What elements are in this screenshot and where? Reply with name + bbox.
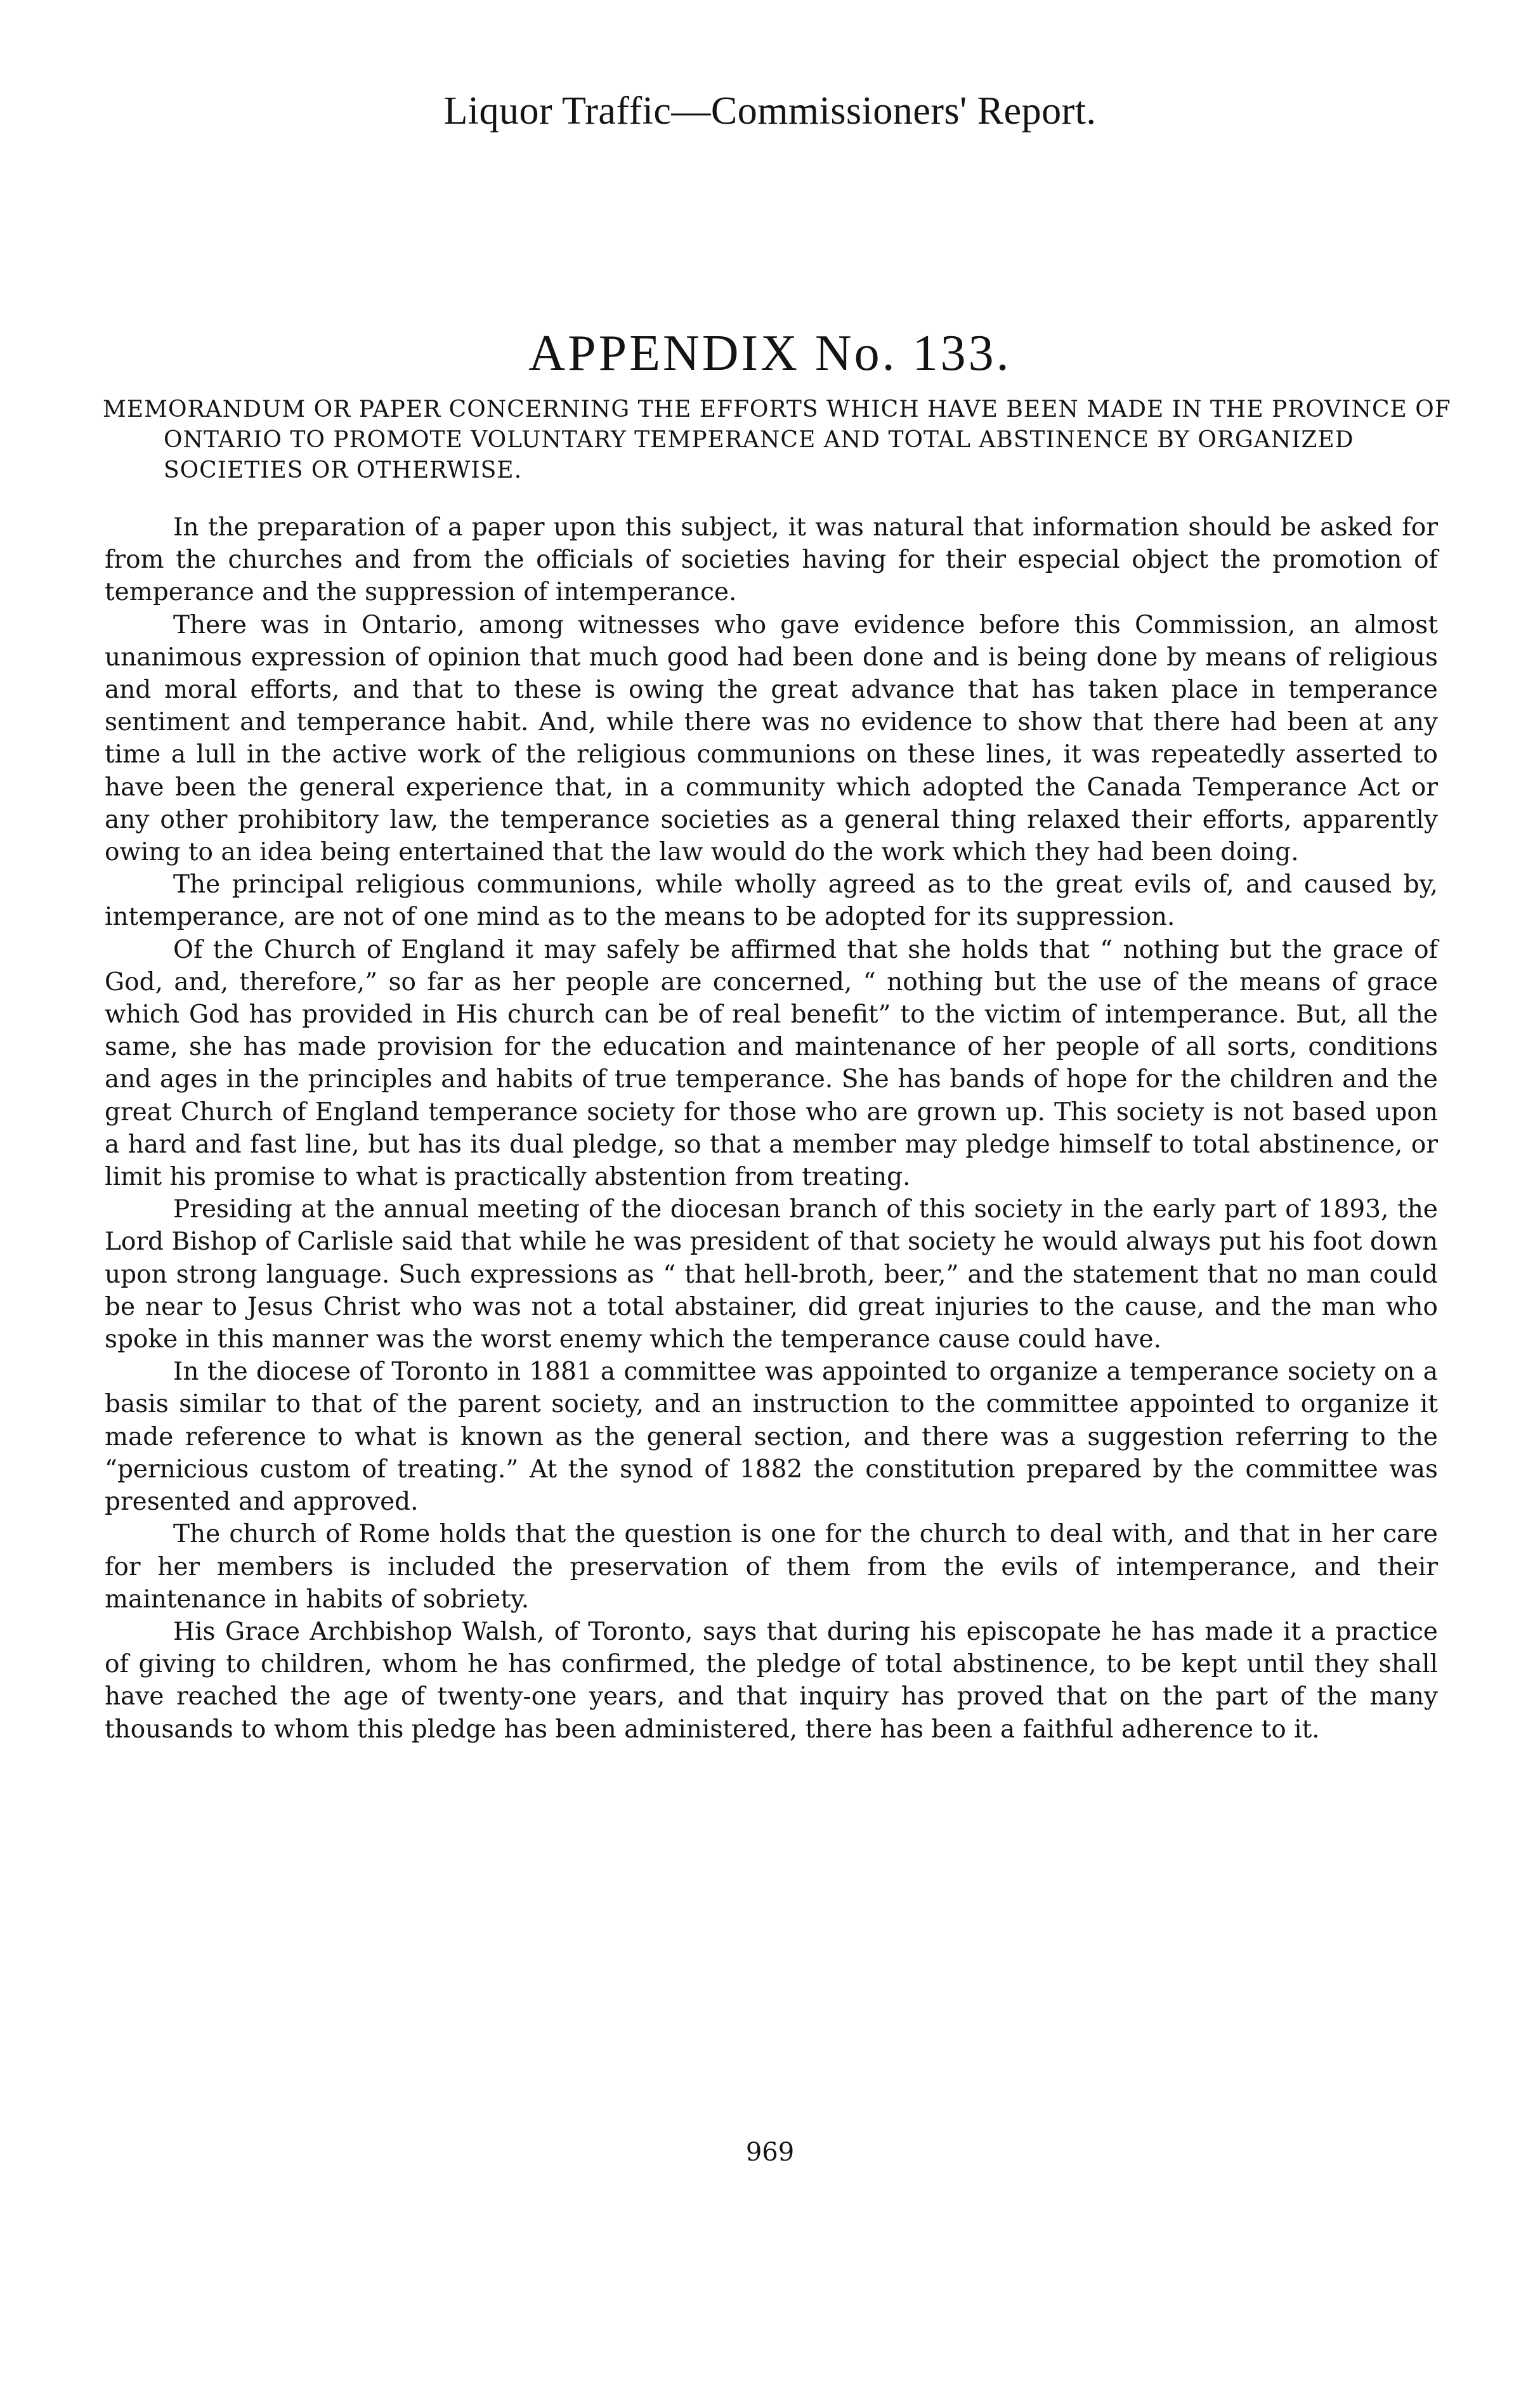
paragraph: His Grace Archbishop Walsh, of Toronto, says that during his episcopate he has made it a practice of giving to children, whom he has confirmed, the pledge of total abstinence, to be kept until they shall have reached the age of twenty-one years, and that inquiry has proved that on the part of the many thousands to whom this pledge has been administered, there has been a faithful adherence to it. <box>105 1617 1438 1744</box>
paragraph: The church of Rome holds that the question is one for the church to deal with, and that in her care for her members is included the preservation of them from the evils of intemperance, and their maintenance in habits of sobriety. <box>105 1520 1438 1614</box>
page-number: 969 <box>745 2138 795 2167</box>
paragraph: Of the Church of England it may safely be affirmed that she holds that “ nothing but the grace of God, and, therefore,” so far as her people are concerned, “ nothing but the use of the means of grace which God has provided in His church can be of real benefit” to the victim of intemperance. But, all the same, she has made provision for the education and maintenance of her people of all sorts, conditions and ages in the principles and habits of true temperance. She has bands of hope for the children and the great Church of England temperance society for those who are grown up. This society is not based upon a hard and fast line, but has its dual pledge, so that a member may pledge himself to total abstinence, or limit his promise to what is practically abstention from treating. <box>105 935 1438 1192</box>
appendix-title: APPENDIX No. 133. <box>528 325 1012 381</box>
memorandum-heading: MEMORANDUM OR PAPER CONCERNING THE EFFORTS WHICH HAVE BEEN MADE IN THE PROVINCE OF ONTARIO TO PROMOTE VOLUNTARY TEMPERANCE AND TOTAL ABSTINENCE BY ORGANIZED SOCIETIES OR OTHERWISE. <box>103 396 1451 483</box>
paragraph: There was in Ontario, among witnesses who gave evidence before this Commission, an almost unanimous expression of opinion that much good had been done and is being done by means of religious and moral efforts, and that to these is owing the great advance that has taken place in temperance sentiment and temperance habit. And, while there was no evidence to show that there had been at any time a lull in the active work of the religious communions on these lines, it was repeatedly asserted to have been the general experience that, in a community which adopted the Canada Temperance Act or any other prohibitory law, the temperance societies as a general thing relaxed their efforts, apparently owing to an idea being entertained that the law would do the work which they had been doing. <box>105 610 1438 867</box>
running-header: Liquor Traffic—Commissioners' Report. <box>443 89 1097 133</box>
paragraph: The principal religious communions, while wholly agreed as to the great evils of, and caused by, intemperance, are not of one mind as to the means to be adopted for its suppression. <box>105 870 1438 932</box>
paragraph: Presiding at the annual meeting of the diocesan branch of this society in the early part of 1893, the Lord Bishop of Carlisle said that while he was president of that society he would always put his foot down upon strong language. Such expressions as “ that hell-broth, beer,” and the statement that no man could be near to Jesus Christ who was not a total abstainer, did great injuries to the cause, and the man who spoke in this manner was the worst enemy which the temperance cause could have. <box>105 1195 1438 1354</box>
paragraph: In the diocese of Toronto in 1881 a committee was appointed to organize a temperance society on a basis similar to that of the parent society, and an instruction to the committee appointed to organize it made reference to what is known as the general section, and there was a suggestion referring to the “pernicious custom of treating.” At the synod of 1882 the constitution prepared by the committee was presented and approved. <box>105 1357 1438 1517</box>
body-text <box>105 511 1438 1746</box>
paragraph: In the preparation of a paper upon this subject, it was natural that information should be asked for from the churches and from the officials of societies having for their especial object the promotion of temperance and the suppression of intemperance. <box>105 513 1438 607</box>
